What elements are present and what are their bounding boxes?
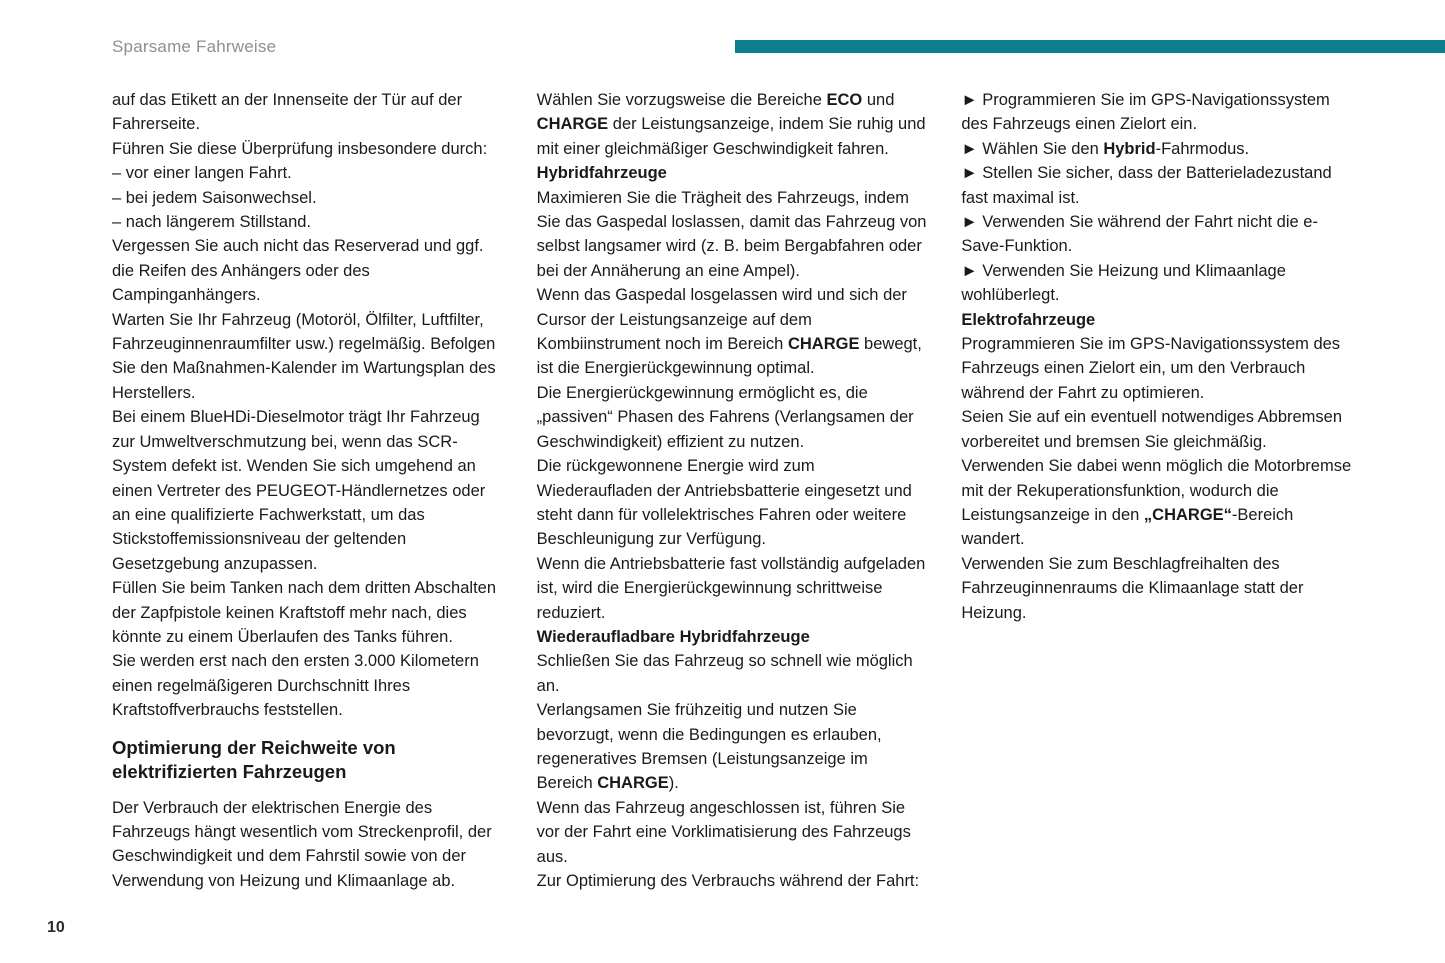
- paragraph: [112, 576, 503, 649]
- bold-text-run: „CHARGE“: [1143, 505, 1232, 524]
- text-run: Wählen Sie vorzugsweise die Bereiche: [536, 91, 827, 109]
- text-run: ► Verwenden Sie Heizung und Klimaanlage wohlüberlegt.: [961, 261, 1286, 305]
- text-run: Optimierung der Reichweite von elektrifizierten Fahrzeugen: [112, 736, 396, 783]
- paragraph: [112, 137, 503, 161]
- paragraph: [961, 259, 1352, 308]
- text-run: -Bereich wandert.: [961, 505, 1294, 549]
- text-run: Schließen Sie das Fahrzeug so schnell wie möglich an.: [536, 652, 913, 695]
- text-run: Bei einem BlueHDi-Dieselmotor trägt Ihr Fahrzeug zur Umweltverschmutzung bei, wenn das SCR-System defekt ist. Wenden Sie sich umgehend an einen Vertreter des PEUGEOT-Händlernetzes oder an eine qualifizierte Fachwerkstatt, um das Stickstoffemissionsniveau der geltenden Gesetzgebung anzupassen.: [112, 408, 486, 573]
- paragraph: [537, 649, 928, 698]
- paragraph: [112, 186, 503, 210]
- paragraph: [961, 210, 1352, 259]
- subsection-heading: [961, 308, 1352, 332]
- text-run: Füllen Sie beim Tanken nach dem dritten Abschalten der Zapfpistole keinen Kraftstoff mehr nach, dies könnte zu einem Überlaufen des Tanks führen.: [112, 579, 497, 646]
- text-run: Verlangsamen Sie frühzeitig und nutzen Sie bevorzugt, wenn die Bedingungen es erlauben, regeneratives Bremsen (Leistungsanzeige im Bereich: [536, 701, 882, 793]
- text-run: Die rückgewonnene Energie wird zum Wiederaufladen der Antriebsbatterie eingesetzt und steht dann für vollelektrisches Fahren oder weitere Beschleunigung zur Verfügung.: [536, 457, 912, 549]
- text-run: ).: [668, 774, 679, 793]
- paragraph: [961, 405, 1352, 551]
- document-content: [112, 88, 1352, 893]
- bold-text-run: CHARGE: [536, 115, 609, 134]
- text-run: Programmieren Sie im GPS-Navigationssystem des Fahrzeugs einen Zielort ein, um den Verbrauch während der Fahrt zu optimieren.: [961, 335, 1341, 402]
- paragraph: [537, 698, 928, 796]
- text-run: Wenn das Gaspedal losgelassen wird und sich der Cursor der Leistungsanzeige auf dem Kombiinstrument noch im Bereich: [536, 286, 907, 354]
- text-run: auf das Etikett an der Innenseite der Tür auf der Fahrerseite.: [112, 91, 463, 134]
- text-column-3: [961, 88, 1352, 893]
- text-run: Sie werden erst nach den ersten 3.000 Kilometern einen regelmäßigeren Durchschnitt Ihres Kraftstoffverbrauchs feststellen.: [112, 652, 479, 720]
- paragraph: [537, 88, 928, 161]
- text-run: ► Stellen Sie sicher, dass der Batterieladezustand fast maximal ist.: [961, 164, 1332, 207]
- text-run: Zur Optimierung des Verbrauchs während der Fahrt:: [536, 872, 920, 890]
- text-run: Verwenden Sie zum Beschlagfreihalten des Fahrzeuginnenraums die Klimaanlage statt der Heizung.: [961, 554, 1304, 622]
- section-heading: [112, 736, 503, 785]
- text-run: Wiederaufladbare Hybridfahrzeuge: [536, 627, 810, 646]
- page-number: 10: [47, 919, 65, 936]
- text-run: bewegt, ist die Energierückgewinnung optimal.: [536, 335, 922, 378]
- text-run: ► Programmieren Sie im GPS-Navigationssystem des Fahrzeugs einen Zielort ein.: [961, 91, 1330, 134]
- bold-text-run: CHARGE: [597, 774, 669, 793]
- text-run: Die Energierückgewinnung ermöglicht es, die „passiven“ Phasen des Fahrens (Verlangsamen der Geschwindigkeit) effizient zu nutzen.: [536, 383, 914, 451]
- bold-text-run: Hybrid: [1103, 139, 1156, 158]
- paragraph: [112, 234, 503, 307]
- text-run: Vergessen Sie auch nicht das Reserverad und ggf. die Reifen des Anhängers oder des Campinganhängers.: [112, 237, 484, 305]
- text-run: Wenn die Antriebsbatterie fast vollständig aufgeladen ist, wird die Energierückgewinnung schrittweise reduziert.: [536, 554, 926, 622]
- text-run: Warten Sie Ihr Fahrzeug (Motoröl, Ölfilter, Luftfilter, Fahrzeuginnenraumfilter usw.) regelmäßig. Befolgen Sie den Maßnahmen-Kalender im Wartungsplan des Herstellers.: [112, 310, 496, 402]
- text-run: – nach längerem Stillstand.: [112, 213, 312, 232]
- text-run: Der Verbrauch der elektrischen Energie des Fahrzeugs hängt wesentlich vom Streckenprofil, der Geschwindigkeit und dem Fahrstil sowie von der Verwendung von Heizung und Klimaanlage ab.: [112, 798, 492, 890]
- text-run: Hybridfahrzeuge: [536, 164, 667, 183]
- paragraph: [537, 454, 928, 552]
- paragraph: [961, 332, 1352, 405]
- bold-text-run: CHARGE: [787, 335, 860, 354]
- paragraph: [112, 88, 503, 137]
- paragraph: [961, 552, 1352, 625]
- header-accent-bar: [735, 40, 1445, 53]
- paragraph: [961, 88, 1352, 137]
- paragraph: [112, 796, 503, 894]
- text-run: – bei jedem Saisonwechsel.: [112, 188, 317, 207]
- paragraph: [112, 308, 503, 406]
- bold-text-run: ECO: [826, 91, 863, 109]
- paragraph: [537, 186, 928, 284]
- paragraph: [537, 796, 928, 869]
- subsection-heading: [537, 161, 928, 185]
- text-run: der Leistungsanzeige, indem Sie ruhig und mit einer gleichmäßiger Geschwindigkeit fahren.: [536, 115, 926, 158]
- text-run: -Fahrmodus.: [1155, 139, 1250, 158]
- text-run: – vor einer langen Fahrt.: [112, 164, 292, 183]
- text-column-1: [112, 88, 503, 893]
- subsection-heading: [537, 625, 928, 649]
- paragraph: [112, 649, 503, 722]
- paragraph: [537, 869, 928, 893]
- paragraph: [537, 381, 928, 454]
- page-header-title: Sparsame Fahrweise: [112, 37, 277, 56]
- text-run: Maximieren Sie die Trägheit des Fahrzeugs, indem Sie das Gaspedal loslassen, damit das Fahrzeug von selbst langsamer wird (z. B. beim Bergabfahren oder bei der Annäherung an eine Ampel).: [536, 188, 927, 280]
- paragraph: [537, 283, 928, 381]
- paragraph: [112, 210, 503, 234]
- paragraph: [112, 405, 503, 576]
- paragraph: [112, 161, 503, 185]
- text-run: Wenn das Fahrzeug angeschlossen ist, führen Sie vor der Fahrt eine Vorklimatisierung des Fahrzeugs aus.: [536, 798, 911, 866]
- text-run: ► Verwenden Sie während der Fahrt nicht die e-Save-Funktion.: [961, 213, 1318, 256]
- text-run: Führen Sie diese Überprüfung insbesondere durch:: [112, 139, 488, 158]
- paragraph: [537, 552, 928, 625]
- text-run: Elektrofahrzeuge: [961, 310, 1096, 329]
- text-run: Seien Sie auf ein eventuell notwendiges Abbremsen vorbereitet und bremsen Sie gleichmäßig. Verwenden Sie dabei wenn möglich die Motorbremse mit der Rekuperationsfunktion, wodurch die Leistungsanzeige in den: [961, 408, 1352, 524]
- text-run: und: [862, 91, 895, 109]
- paragraph: [961, 137, 1352, 161]
- text-column-2: [537, 88, 928, 893]
- text-run: ► Wählen Sie den: [961, 139, 1104, 158]
- paragraph: [961, 161, 1352, 210]
